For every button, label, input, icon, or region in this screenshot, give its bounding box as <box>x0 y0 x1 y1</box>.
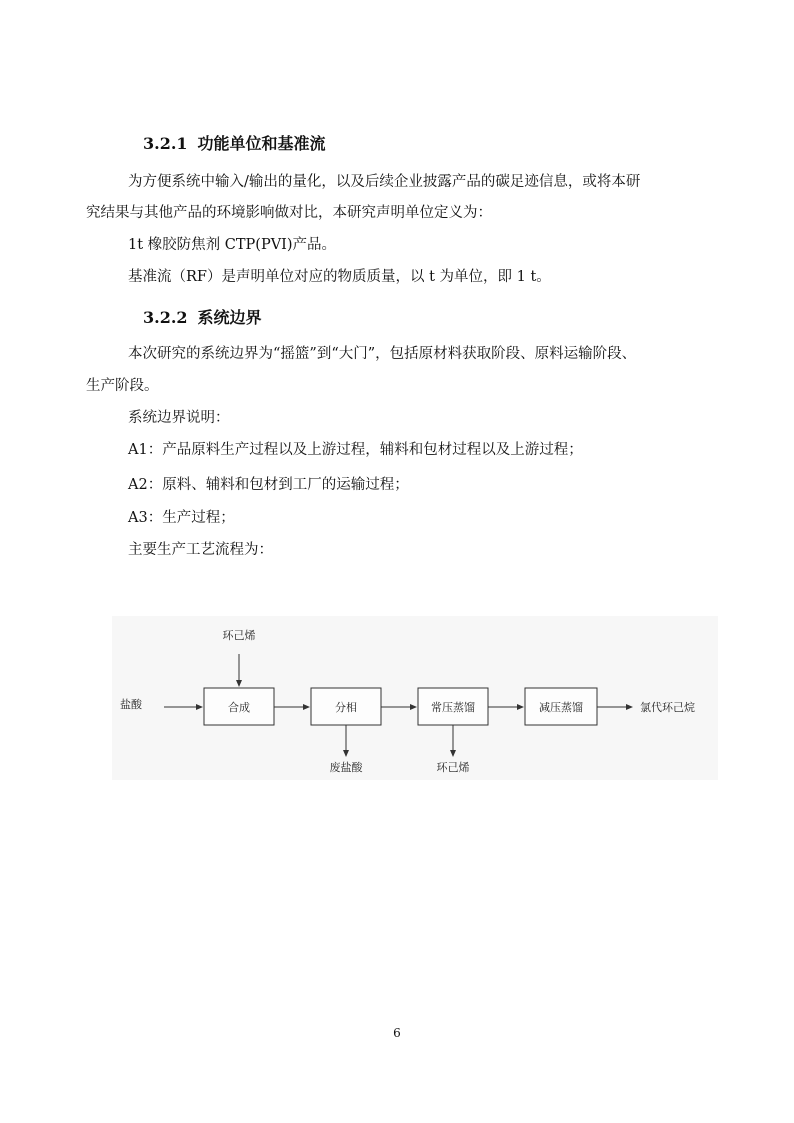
section-heading-3-2-1 <box>143 131 326 154</box>
paragraph-line: 究结果与其他产品的环境影响做对比，本研究声明单位定义为： <box>86 205 492 221</box>
paragraph-line: 基准流（RF）是声明单位对应的物质质量，以 t 为单位，即 1 t。 <box>128 269 551 285</box>
section-number: 3.2.2 <box>143 308 188 327</box>
label-output-product: 氯代环己烷 <box>640 701 695 714</box>
list-item-a2: A2：原料、辅料和包材到工厂的运输过程； <box>128 477 409 493</box>
section-title: 功能单位和基准流 <box>197 134 326 153</box>
label-box-atmospheric-distillation: 常压蒸馏 <box>431 701 475 714</box>
label-box-synthesis: 合成 <box>228 701 250 714</box>
section-title: 系统边界 <box>197 308 262 327</box>
label-output-cyclohexene: 环己烯 <box>436 761 470 774</box>
paragraph-line: 生产阶段。 <box>86 378 159 394</box>
paragraph-line: 本次研究的系统边界为“摇篮”到“大门”，包括原材料获取阶段、原料运输阶段、 <box>128 346 637 362</box>
paragraph-line: 主要生产工艺流程为： <box>128 542 273 558</box>
label-input-acid: 盐酸 <box>120 698 142 711</box>
section-heading-3-2-2 <box>143 305 262 328</box>
section-number: 3.2.1 <box>143 134 188 153</box>
process-flow-diagram <box>112 616 718 780</box>
label-box-vacuum-distillation: 减压蒸馏 <box>539 701 583 714</box>
paragraph-line: 1t 橡胶防焦剂 CTP(PVI)产品。 <box>128 237 337 253</box>
paragraph-line: 系统边界说明： <box>128 410 230 426</box>
page-number: 6 <box>393 1026 401 1040</box>
label-box-phase-separation: 分相 <box>335 701 357 714</box>
paragraph-line: 为方便系统中输入/输出的量化，以及后续企业披露产品的碳足迹信息，或将本研 <box>128 174 641 190</box>
label-output-waste-acid: 废盐酸 <box>329 761 363 774</box>
list-item-a1: A1：产品原料生产过程以及上游过程，辅料和包材过程以及上游过程； <box>128 442 583 458</box>
label-input-cyclohexene: 环己烯 <box>222 629 256 642</box>
list-item-a3: A3：生产过程； <box>128 510 235 526</box>
